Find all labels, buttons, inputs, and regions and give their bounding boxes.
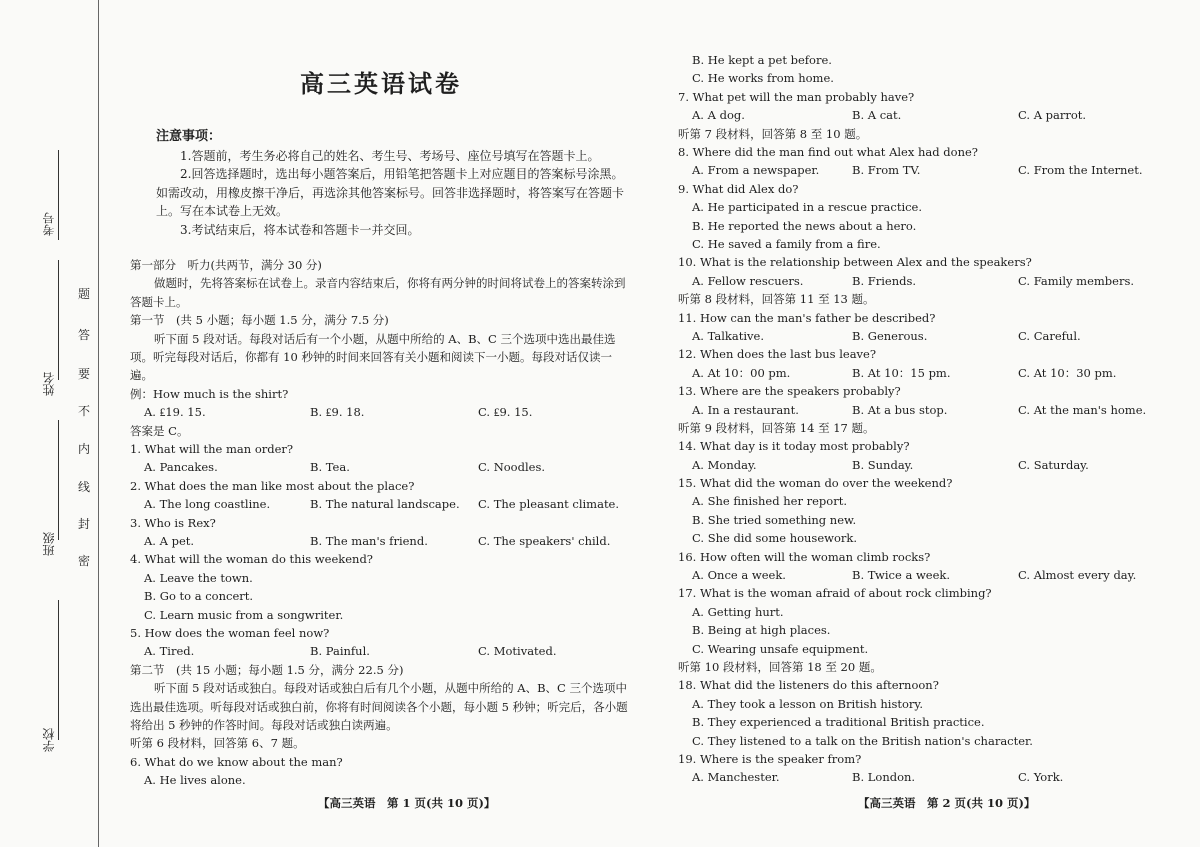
question: 3. Who is Rex? [130,515,216,530]
option: C. The speakers' child. [478,533,611,548]
option: C. At the man's home. [1018,402,1147,417]
option: A. The long coastline. [144,497,271,512]
material-heading: 听第 7 段材料，回答第 8 至 10 题。 [678,126,868,141]
option: C. At 10：30 pm. [1018,365,1117,380]
option: B. The natural landscape. [310,497,460,512]
option: B. ₤9. 18. [310,405,365,420]
option: C. He saved a family from a fire. [692,236,881,251]
right-column [678,51,1178,787]
option: C. Family members. [1018,273,1135,288]
notice-item: 3.考试结束后，将本试卷和答题卡一并交回。 [180,222,420,237]
question: 11. How can the man's father be described? [678,310,936,325]
question: 18. What did the listeners do this afternoon? [678,678,939,693]
name-label: 姓名 [42,372,56,396]
question: 12. When does the last bus leave? [678,347,877,362]
option: B. Sunday. [852,457,914,472]
question: 1. What will the man order? [130,442,294,456]
example-answer: 答案是 C。 [130,423,189,438]
part1-heading: 第一部分 听力(共两节，满分 30 分) [130,258,322,272]
option: C. Motivated. [478,644,557,659]
question: 2. What does the man like most about the place? [130,478,415,493]
question: 9. What did Alex do? [678,181,799,196]
option: A. At 10：00 pm. [692,365,791,380]
section2-heading: 第二节 (共 15 小题；每小题 1.5 分，满分 22.5 分) [130,662,404,677]
option: B. She tried something new. [692,512,857,527]
option: B. From TV. [852,163,921,178]
option: C. The pleasant climate. [478,497,620,512]
option: A. They took a lesson on British history. [692,696,924,711]
notice-item: 2.回答选择题时，选出每小题答案后，用铅笔把答题卡上对应题目的答案标号涂黑。如需改动，用橡皮擦干净后，再选涂其他答案标号。回答非选择题时，将答案写在答题卡上。写在本试卷上无效。 [156,167,625,218]
question: 14. What day is it today most probably? [678,439,910,454]
option: B. Generous. [852,328,928,343]
material-heading: 听第 8 段材料，回答第 11 至 13 题。 [678,292,875,307]
seal-char: 封 [78,517,91,531]
option: C. Learn music from a songwriter. [144,607,344,622]
option: B. He reported the news about a hero. [692,218,917,233]
class-label: 班级 [42,532,56,556]
option: B. Tea. [310,460,350,475]
binding-margin [0,0,100,847]
seal-char: 答 [78,328,91,342]
question: 16. How often will the woman climb rocks? [678,549,931,564]
option: C. She did some housework. [692,531,858,546]
margin-border-line [98,0,99,847]
option: B. The man's friend. [310,533,428,548]
option: A. Talkative. [692,328,765,343]
notice-heading: 注意事项： [156,129,222,144]
option: C. They listened to a talk on the British nation's character. [692,733,1033,748]
seal-char: 不 [78,404,91,418]
notice-block [156,128,626,239]
seal-char: 题 [78,287,91,301]
school-label: 学校 [42,728,56,752]
class-line [58,420,59,540]
material-heading: 听第 6 段材料，回答第 6、7 题。 [130,736,305,751]
option: B. Friends. [852,273,917,288]
option: B. He kept a pet before. [692,53,832,67]
question: 15. What did the woman do over the weekend? [678,476,953,491]
option: C. Noodles. [478,460,546,475]
question: 4. What will the woman do this weekend? [130,552,373,567]
question: 7. What pet will the man probably have? [678,89,915,104]
option: A. A dog. [692,108,745,123]
option: B. A cat. [852,108,902,123]
example-question: 例：How much is the shirt? [130,386,289,401]
option: A. Tired. [144,644,195,659]
option: C. Careful. [1018,328,1081,343]
option: A. Fellow rescuers. [692,273,804,288]
question: 17. What is the woman afraid of about rock climbing? [678,586,992,601]
option: B. At a bus stop. [852,402,948,417]
notice-item: 1.答题前，考生务必将自己的姓名、考生号、考场号、座位号填写在答题卡上。 [180,148,600,163]
option: B. Painful. [310,644,370,659]
option: B. At 10：15 pm. [852,365,951,380]
option: A. In a restaurant. [692,402,799,417]
section1-heading: 第一节 (共 5 小题；每小题 1.5 分，满分 7.5 分) [130,313,389,328]
option: C. Saturday. [1018,457,1089,472]
page-title: 高三英语试卷 [300,69,462,98]
option: A. Manchester. [692,770,780,785]
option: A. He lives alone. [144,773,246,788]
option: A. Once a week. [692,568,786,583]
exam-no-line [58,150,59,240]
option: C. Wearing unsafe equipment. [692,641,869,656]
option: C. Almost every day. [1018,568,1137,583]
option: A. She finished her report. [692,494,847,509]
option: A. Monday. [692,457,757,472]
option: C. York. [1018,770,1064,785]
option: B. They experienced a traditional British practice. [692,715,985,730]
option: A. He participated in a rescue practice. [692,200,923,215]
option: A. A pet. [144,533,195,548]
example-options [130,403,630,421]
material-heading: 听第 9 段材料，回答第 14 至 17 题。 [678,420,875,435]
option: B. Twice a week. [852,568,951,583]
option: C. From the Internet. [1018,163,1143,178]
name-line [58,260,59,380]
option: A. Pancakes. [144,460,218,475]
seal-char: 内 [78,442,91,456]
section1-intro: 听下面 5 段对话。每段对话后有一个小题，从题中所给的 A、B、C 三个选项中选出最佳选项。听完每段对话后，你都有 10 秒钟的时间来回答有关小题和阅读下一小题。每段对话仅读一遍。 [130,331,616,383]
option: C. ₤9. 15. [478,405,533,420]
question: 6. What do we know about the man? [130,754,343,769]
exam-no-label: 考号 [42,212,56,236]
part1-intro: 做题时，先将答案标在试卷上。录音内容结束后，你将有两分钟的时间将试卷上的答案转涂到答题卡上。 [130,276,626,309]
option: B. London. [852,770,916,785]
option: A. From a newspaper. [692,163,820,178]
page-footer-left: 【高三英语 第 1 页(共 10 页)】 [318,796,496,810]
option: C. He works from home. [692,71,834,86]
material-heading: 听第 10 段材料，回答第 18 至 20 题。 [678,660,882,675]
option: B. Being at high places. [692,623,831,638]
question: 8. Where did the man find out what Alex had done? [678,144,978,159]
option: A. Getting hurt. [692,604,784,619]
seal-char: 线 [78,480,91,494]
school-line [58,600,59,740]
question: 13. Where are the speakers probably? [678,384,901,399]
option: A. ₤19. 15. [144,405,206,420]
page-footer-right: 【高三英语 第 2 页(共 10 页)】 [858,796,1036,810]
question: 19. Where is the speaker from? [678,751,862,766]
question: 5. How does the woman feel now? [130,625,330,640]
option: C. A parrot. [1018,108,1087,123]
option: A. Leave the town. [144,570,253,585]
left-column [130,256,630,790]
section2-intro: 听下面 5 段对话或独白。每段对话或独白后有几个小题，从题中所给的 A、B、C 三个选项中选出最佳选项。听每段对话或独白前，你将有时间阅读各个小题，每小题 5 秒钟；听完后，各小题将给出 5 秒钟的作答时间。每段对话或独白读两遍。 [130,681,628,732]
seal-char: 要 [78,367,91,381]
seal-char: 密 [78,554,91,568]
option: B. Go to a concert. [144,589,254,604]
question: 10. What is the relationship between Alex and the speakers? [678,255,1032,270]
